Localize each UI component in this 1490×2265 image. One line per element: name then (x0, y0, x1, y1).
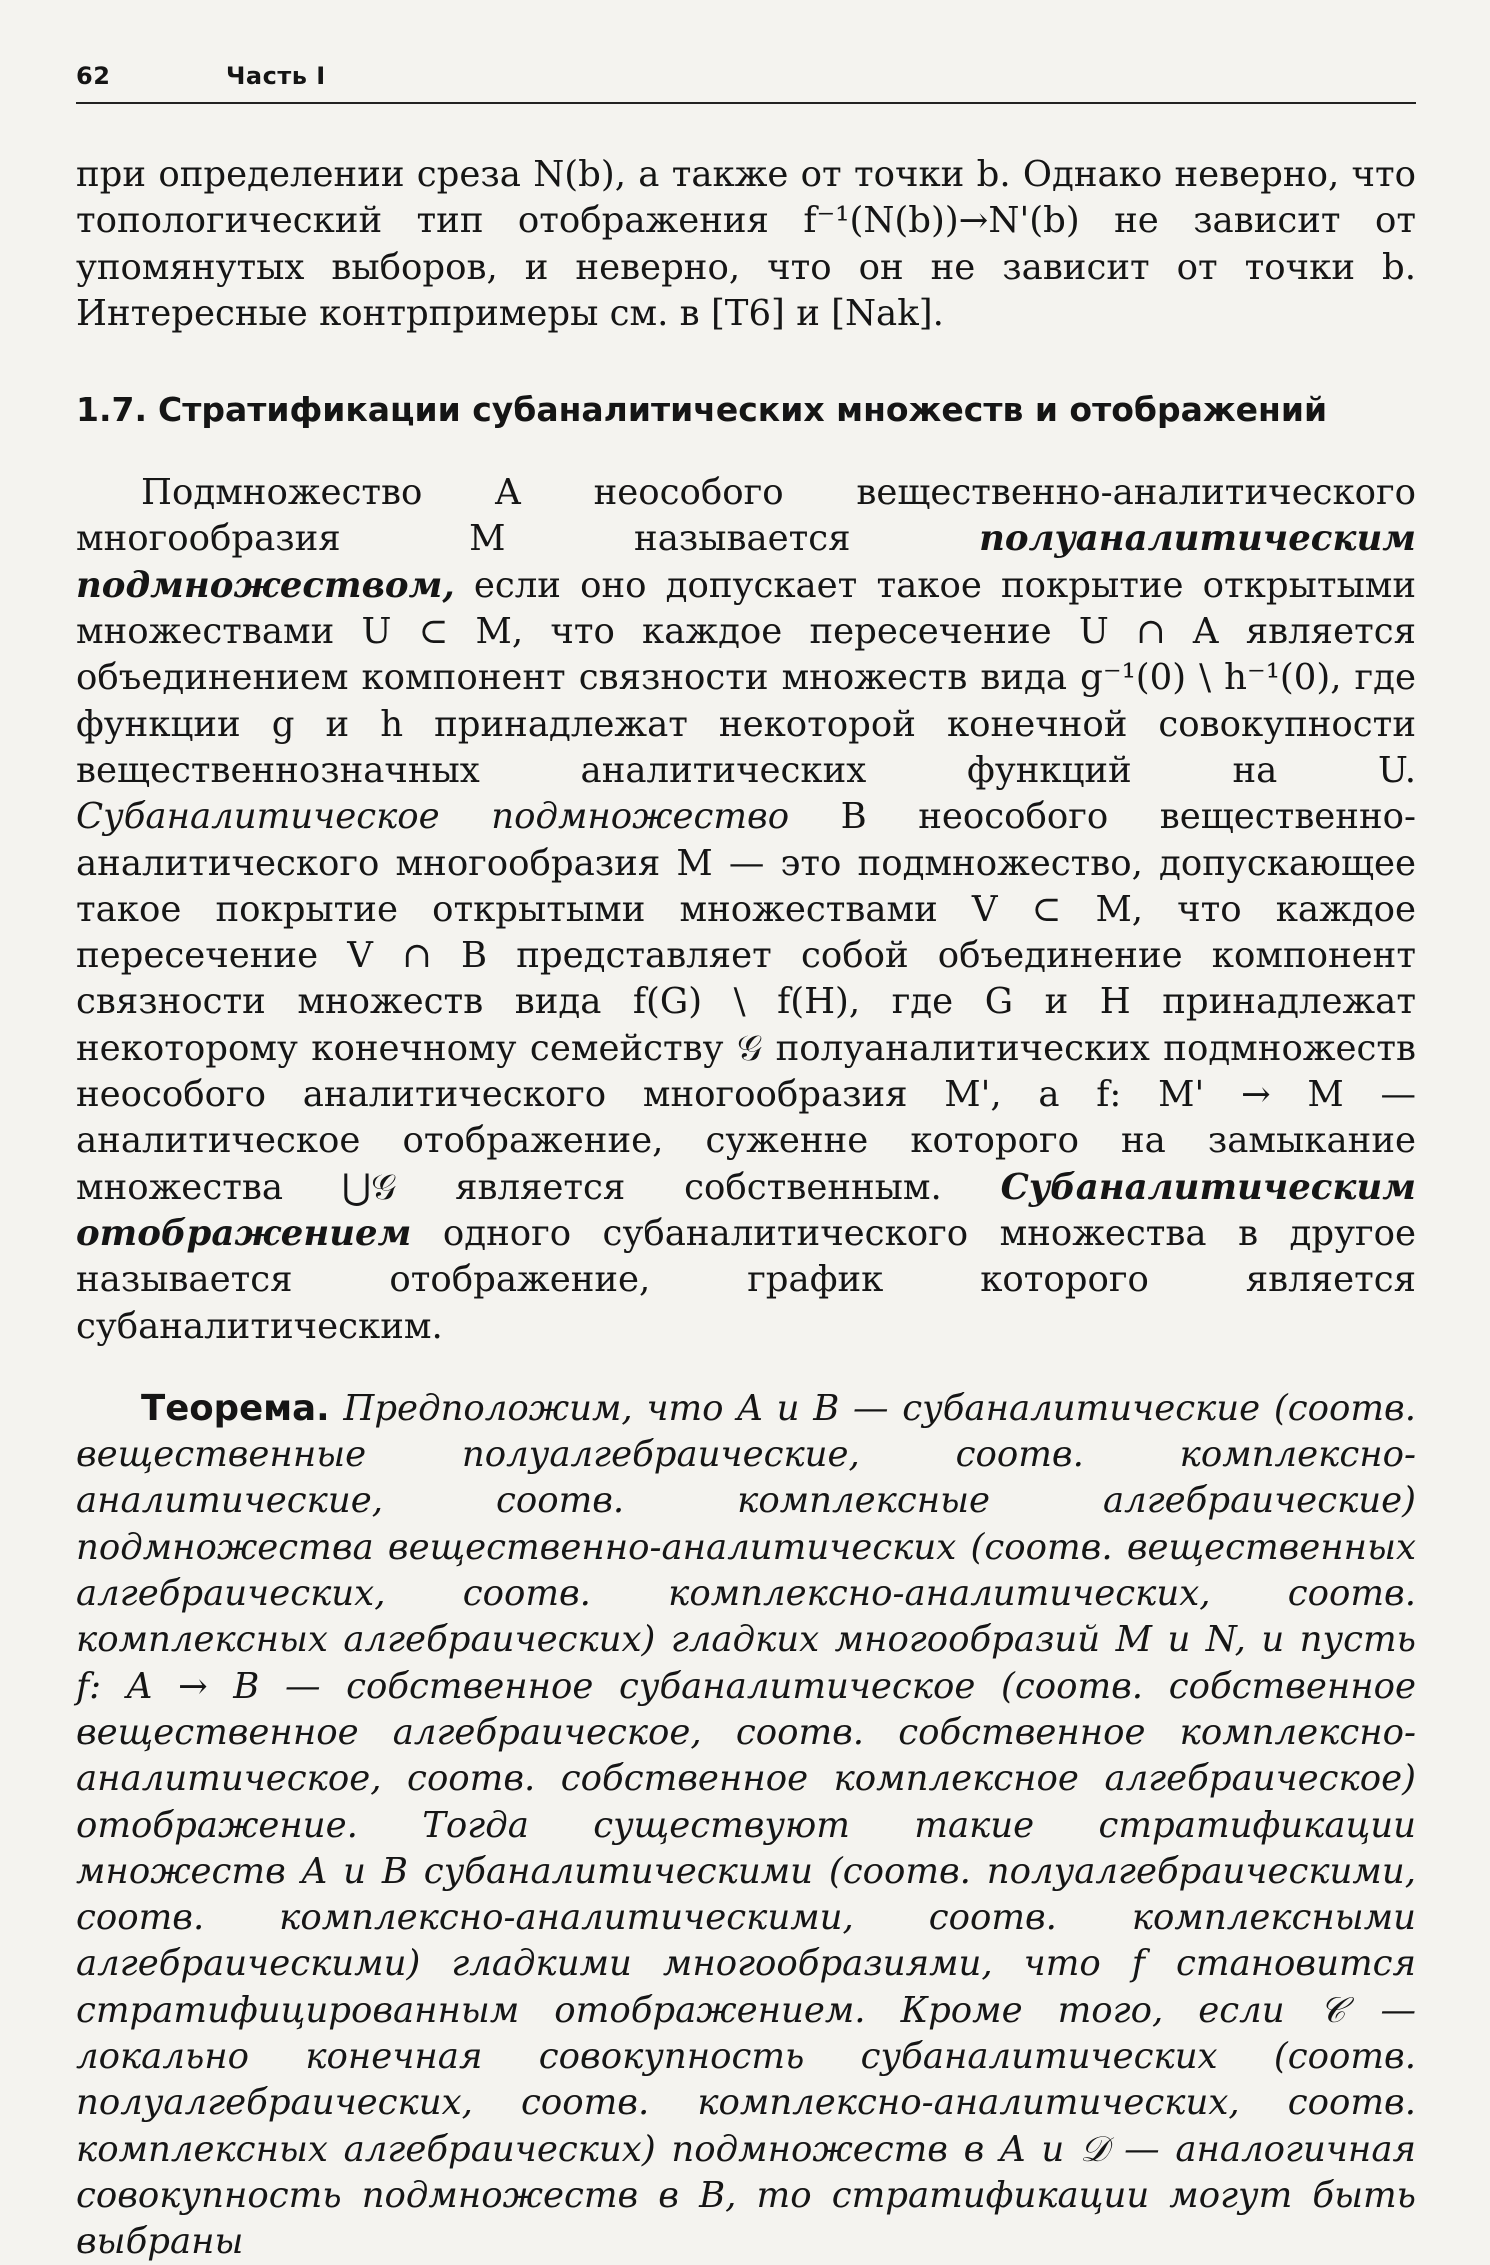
definition-text-1: Подмножество A неособого вещественно-аналитического многообразия M называется (76, 472, 1416, 560)
paragraph-counterexamples (76, 152, 1416, 337)
section-title: Стратификации субаналитических множеств и отображений (158, 390, 1328, 430)
definition-text-4: одного субаналитического множества в другое называется отображение, график которого является субаналитическим. (76, 1212, 1416, 1347)
term-subanalytic-map: Субаналитическим отображением (76, 1166, 1416, 1254)
book-page (76, 62, 1416, 2265)
definition-text-3: B неособого вещественно-аналитического многообразия M — это подмножество, допускающее такое покрытие открытыми множествами V ⊂ M, что каждое пересечение V ∩ B представляет собой объединение компонент связности множеств вида f(G) \ f(H), где G и H принадлежат некоторому конечному семейству 𝒢 полуаналитических подмножеств неособого аналитического многообразия M', а f: M' → M — аналитическое отображение, суженне которого на замыкание множества ⋃𝒢 является собственным. (76, 796, 1417, 1208)
section-heading (76, 387, 1416, 432)
paragraph-definitions (76, 470, 1416, 1350)
paragraph-1-text: при определении среза N(b), а также от точки b. Однако неверно, что топологический тип отображения f⁻¹(N(b))→N'(b) не зависит от упомянутых выборов, и неверно, что он не зависит от точки b. Интересные контрпримеры см. в [T6] и [Nak]. (76, 154, 1416, 334)
page-number: 62 (76, 62, 111, 90)
section-number: 1.7. (76, 390, 147, 430)
theorem-text: Предположим, что A и B — субаналитические (соотв. вещественные полуалгебраические, соотв. комплексно-аналитические, соотв. комплексные алгебраические) подмножества вещественно-аналитических (соотв. вещественных алгебраических, соотв. комплексно-аналитических, соотв. комплексных алгебраических) гладких многообразий M и N, и пусть f: A → B — собственное субаналитическое (соотв. собственное вещественное алгебраическое, соотв. собственное комплексно-аналитическое, соотв. собственное комплексное алгебраическое) отображение. Тогда существуют такие стратификации множеств A и B субаналитическими (соотв. полуалгебраическими, соотв. комплексно-аналитическими, соотв. комплексными алгебраическими) гладкими многообразиями, что f становится стратифицированным отображением. Кроме того, если 𝒞 — локально конечная совокупность субаналитических (соотв. полуалгебраических, соотв. комплексно-аналитических, соотв. комплексных алгебраических) подмножеств в A и 𝒟 — аналогичная совокупность подмножеств в B, то стратификации могут быть выбраны (76, 1387, 1416, 2263)
definition-text-2: если оно допускает такое покрытие открытыми множествами U ⊂ M, что каждое пересечение U ∩ A является объединением компонент связности множеств вида g⁻¹(0) \ h⁻¹(0), где функции g и h принадлежат некоторой конечной совокупности вещественнозначных аналитических функций на U. (76, 564, 1416, 791)
term-semianalytic-subset: полуаналитическим подмножеством, (76, 518, 1416, 606)
term-subanalytic-subset: Субаналитическое подмножество (76, 796, 790, 838)
running-head (76, 62, 1416, 104)
theorem-label: Теорема. (141, 1387, 330, 1429)
theorem-paragraph (76, 1386, 1416, 2265)
part-title: Часть I (226, 62, 326, 90)
